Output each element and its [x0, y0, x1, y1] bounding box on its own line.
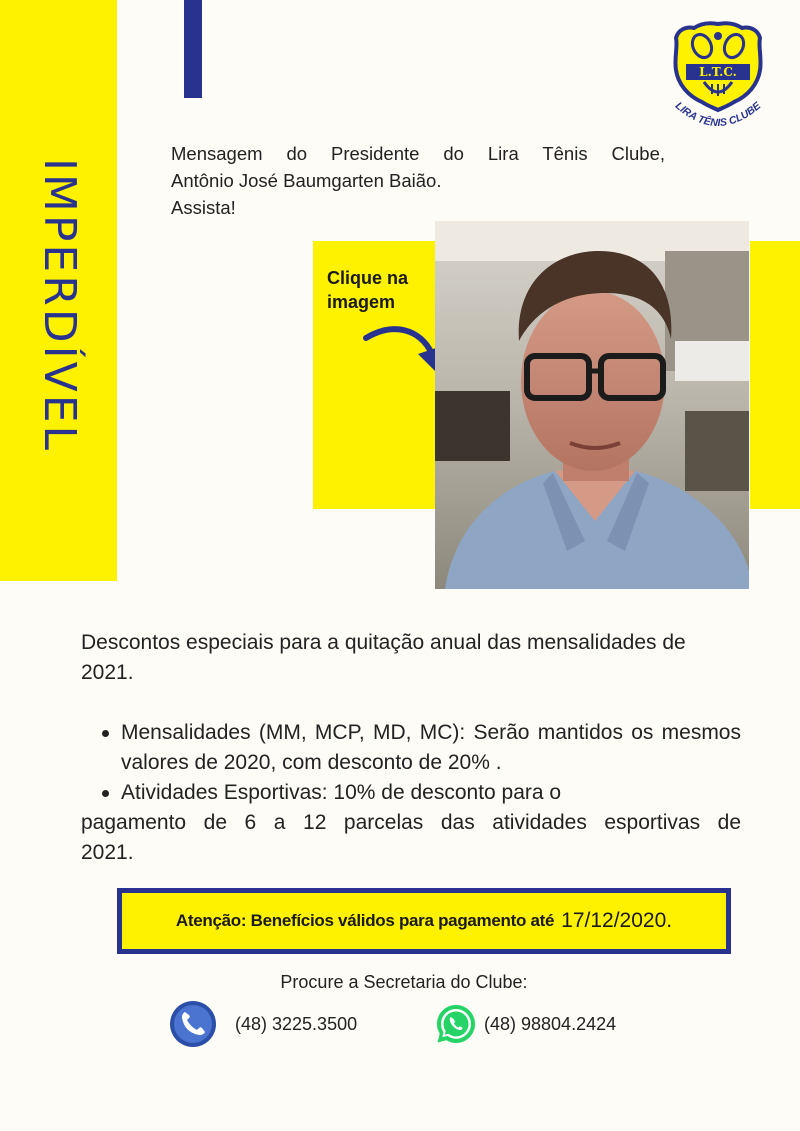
benefits-list — [81, 718, 741, 808]
list-item-continuation: pagamento de 6 a 12 parcelas das atividades esportivas de — [81, 811, 741, 834]
deadline-date: 17/12/2020. — [561, 909, 673, 932]
phone-icon — [169, 1000, 217, 1048]
list-item-continuation-end: 2021. — [81, 841, 134, 864]
club-logo — [668, 18, 768, 133]
whatsapp-number: (48) 98804.2424 — [484, 1013, 617, 1034]
vertical-title: IMPERDÍVEL — [34, 157, 86, 453]
attention-banner — [117, 888, 731, 954]
attention-label: Atenção: Benefícios válidos para pagamento até — [175, 911, 555, 930]
top-blue-bar — [184, 0, 202, 98]
phone-number: (48) 3225.3500 — [235, 1013, 358, 1034]
svg-text:L.T.C.: L.T.C. — [699, 65, 737, 79]
discount-info — [81, 628, 741, 868]
president-video-thumbnail[interactable] — [435, 221, 749, 589]
click-image-callout: Clique na imagem — [327, 268, 409, 312]
contact-heading: Procure a Secretaria do Clube: — [280, 972, 528, 992]
list-item: Atividades Esportivas: 10% de desconto para o — [81, 778, 741, 808]
yellow-side-block — [750, 241, 800, 509]
list-item: Mensalidades (MM, MCP, MD, MC): Serão mantidos os mesmos valores de 2020, com desconto de 20% . — [81, 718, 741, 778]
intro-message: Mensagem do Presidente do Lira Tênis Clube, Antônio José Baumgarten Baião. Assista! — [171, 143, 665, 218]
whatsapp-icon — [434, 1002, 478, 1046]
whatsapp-contact[interactable] — [434, 1002, 616, 1046]
svg-text:LIRA TÊNIS CLUBE: LIRA TÊNIS CLUBE — [672, 99, 764, 130]
phone-contact[interactable] — [169, 1000, 357, 1048]
discount-paragraph: Descontos especiais para a quitação anual das mensalidades de 2021. — [81, 631, 686, 684]
